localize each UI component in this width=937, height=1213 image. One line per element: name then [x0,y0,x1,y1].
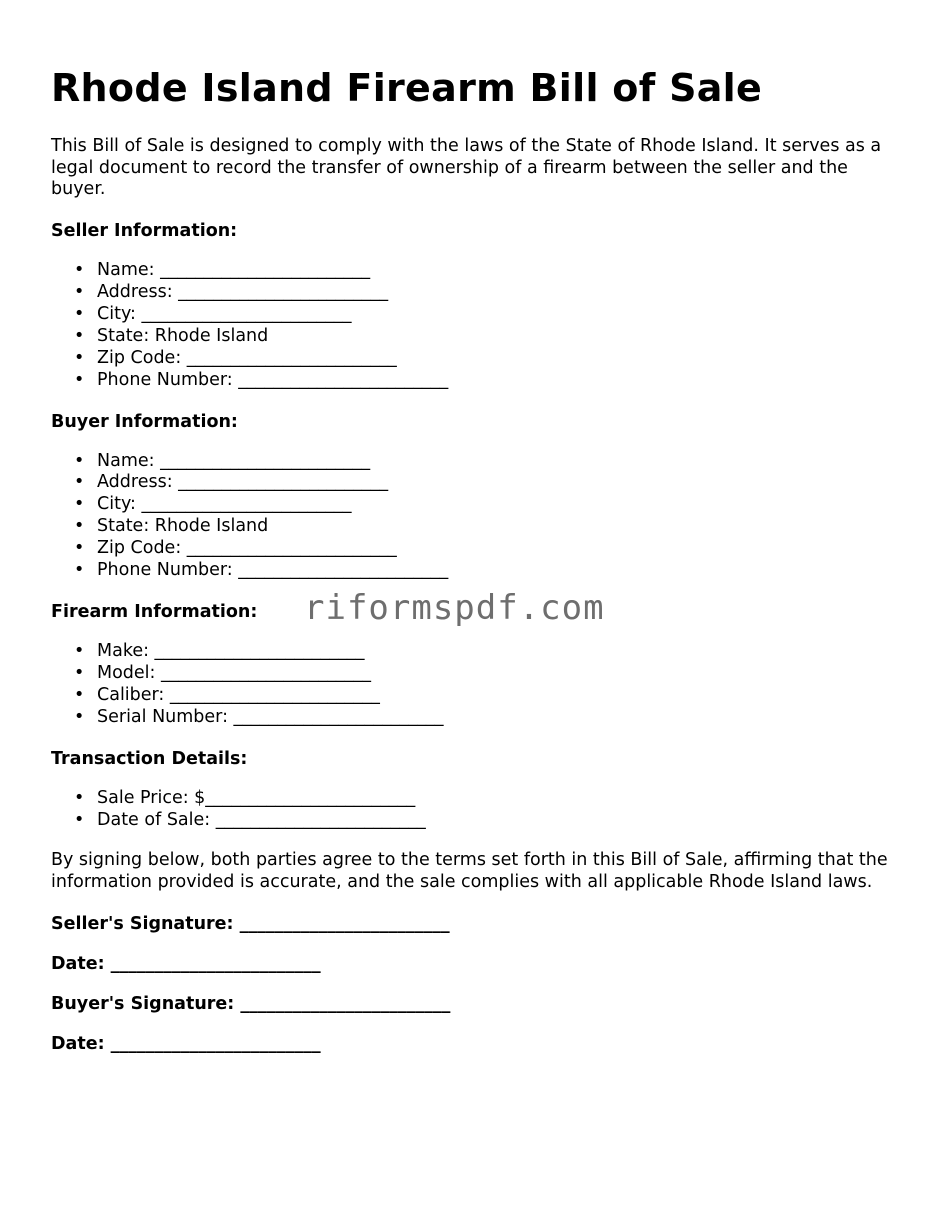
buyer-info-list [51,451,891,582]
bullet-icon: • [74,325,85,346]
seller-name-field: • Name: ________________________ [74,260,371,281]
buyer-phone-field: • Phone Number: ________________________ [74,560,449,581]
seller-date-line: Date: ________________________ [51,953,321,974]
buyer-signature-line: Buyer's Signature: ________________________ [51,993,451,1014]
bullet-icon: • [74,472,85,493]
bullet-icon: • [74,706,85,727]
bullet-icon: • [74,560,85,581]
bullet-icon: • [74,347,85,368]
sale-date-field: • Date of Sale: ________________________ [74,809,426,830]
buyer-address-field: • Address: ________________________ [74,472,389,493]
firearm-make-field: • Make: ________________________ [74,640,365,661]
bullet-icon: • [74,260,85,281]
firearm-model-field: • Model: ________________________ [74,662,372,683]
firearm-caliber-field: • Caliber: ________________________ [74,684,380,705]
sale-price-field: • Sale Price: $________________________ [74,787,416,808]
buyer-state-field: • State: Rhode Island [74,516,269,537]
seller-info-list [51,260,891,391]
seller-city-field: • City: ________________________ [74,303,352,324]
bullet-icon: • [74,282,85,303]
bullet-icon: • [74,450,85,471]
bullet-icon: • [74,369,85,390]
seller-zip-field: • Zip Code: ________________________ [74,347,397,368]
buyer-city-field: • City: ________________________ [74,494,352,515]
document-title: Rhode Island Firearm Bill of Sale [51,66,763,110]
firearm-section-heading: Firearm Information: [51,601,258,622]
seller-phone-field: • Phone Number: ________________________ [74,369,449,390]
document-page [51,0,891,1055]
bullet-icon: • [74,516,85,537]
intro-paragraph: This Bill of Sale is designed to comply with the laws of the State of Rhode Island. It serves as a legal document to record the transfer of ownership of a firearm between the seller and the buyer. [51,136,882,200]
bullet-icon: • [74,809,85,830]
closing-paragraph: By signing below, both parties agree to the terms set forth in this Bill of Sale, affirming that the information provided is accurate, and the sale complies with all applicable Rhode Island laws. [51,850,888,893]
bullet-icon: • [74,538,85,559]
buyer-section-heading: Buyer Information: [51,411,238,432]
bullet-icon: • [74,303,85,324]
watermark-text: riformspdf.com [304,588,605,628]
bullet-icon: • [74,787,85,808]
seller-signature-line: Seller's Signature: ________________________ [51,913,450,934]
buyer-name-field: • Name: ________________________ [74,450,371,471]
bullet-icon: • [74,662,85,683]
firearm-serial-field: • Serial Number: ________________________ [74,706,444,727]
seller-address-field: • Address: ________________________ [74,282,389,303]
buyer-zip-field: • Zip Code: ________________________ [74,538,397,559]
buyer-date-line: Date: ________________________ [51,1033,321,1054]
bullet-icon: • [74,684,85,705]
bullet-icon: • [74,640,85,661]
bullet-icon: • [74,494,85,515]
seller-state-field: • State: Rhode Island [74,325,269,346]
transaction-details-list [51,788,891,832]
seller-section-heading: Seller Information: [51,221,238,242]
firearm-info-list [51,641,891,729]
transaction-section-heading: Transaction Details: [51,748,248,769]
